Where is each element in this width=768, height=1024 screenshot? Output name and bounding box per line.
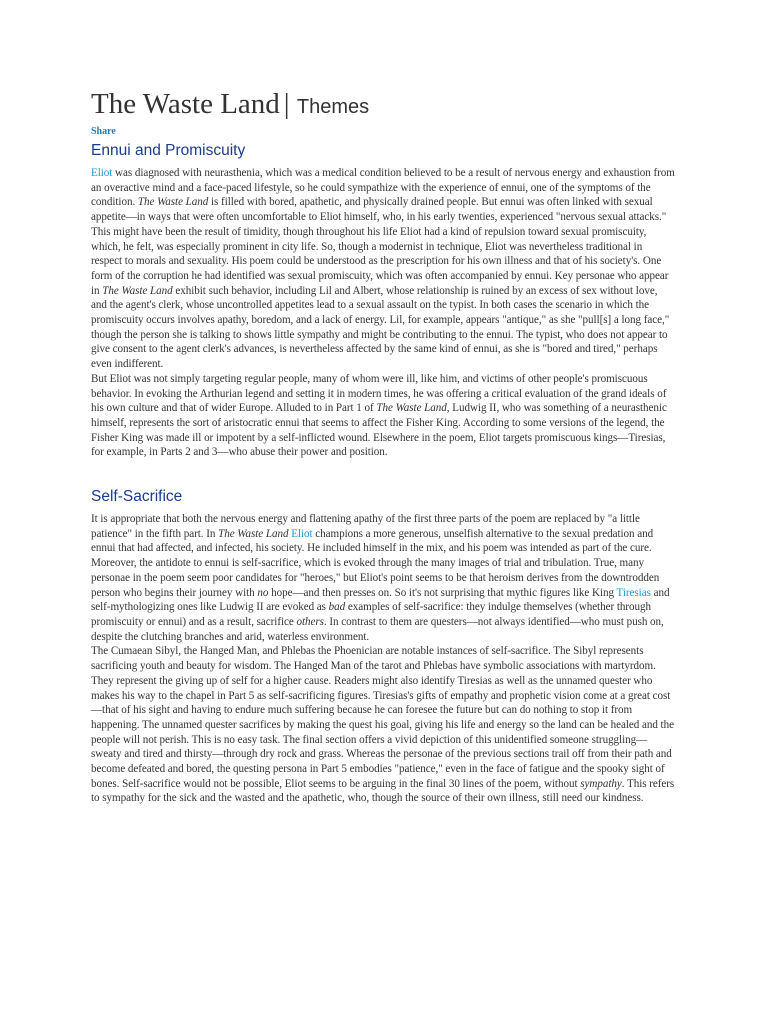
italic-run: The Waste Land xyxy=(218,527,289,540)
eliot-link[interactable]: Eliot xyxy=(91,167,113,179)
text-run: The Cumaean Sibyl, the Hanged Man, and Phlebas the Phoenician are notable instances of self-sacrifice. The Sibyl represents sacrificing youth and beauty for wisdom. The Hanged Man of the tarot and Phlebas have symbolic associations with martyrdom. They represent the giving up of self for a higher cause. Readers might also identify Tiresias as well as the unnamed quester who makes his way to the chapel in Part 5 as self-sacrificing figures. Tiresias's gifts of empathy and prophetic vision come at a great cost—that of his sight and having to endure much suffering because he can foresee the future but can do nothing to stop it from happening. The unnamed quester sacrifices by making the quest his goal, giving his life and energy so the land can be healed and the people will not perish. This is no easy task. The final section offers a vivid depiction of this unidentified someone struggling—sweaty and tired and thirsty—through dry rock and grass. Whereas the personae of the previous sections trail off from their path and become defeated and bored, the questing persona in Part 5 embodies "patience," even in the face of fatigue and the spooky sight of bones. Self-sacrifice would not be possible, Eliot seems to be arguing in the final 30 lines of the poem, without xyxy=(91,645,674,790)
italic-run: bad xyxy=(328,601,346,614)
text-run: . In contrast to them are questers—not always identified—who must push on, despite the clutching branches and arid, waterless environment. xyxy=(91,615,664,643)
section-self-sacrifice xyxy=(91,512,675,806)
text-run: was diagnosed with neurasthenia, which was a medical condition believed to be a result of nervous energy and exhaustion from an overactive mind and a face-paced lifestyle, so he could sympathize with the experience of ennui, one of the symptoms of the condition. xyxy=(91,167,675,209)
title-sub: Themes xyxy=(296,96,370,118)
italic-run: no xyxy=(257,586,269,599)
title-separator: | xyxy=(283,88,297,120)
section-ennui xyxy=(91,166,675,460)
text-run: hope—and then presses on. So it's not surprising that mythic figures like King xyxy=(268,586,617,599)
paragraph xyxy=(91,372,675,460)
share-link[interactable]: Share xyxy=(91,126,116,137)
italic-run: The Waste Land xyxy=(137,196,209,209)
italic-run: The Waste Land xyxy=(102,284,173,297)
text-run: But Eliot was not simply targeting regular people, many of whom were ill, like him, and victims of other people's promiscuous behavior. In evoking the Arthurian legend and setting it in modern times, he was offering a critical evaluation of the grand ideals of his own culture and that of wider Europe. Alluded to in Part 1 of xyxy=(91,372,667,415)
text-run: champions a more generous, unselfish alternative to the sexual predation and ennui that had affected, and infected, his society. He included himself in the mix, and his poem was intended as part of the cure. Moreover, the antidote to ennui is self-sacrifice, which is evoked through the many images of trial and tribulation. True, many personae in the poem seem poor candidates for "heroes," but Eliot's point seems to be that heroism derives from the downtrodden person who begins their journey with xyxy=(91,527,660,599)
text-run: and self-mythologizing ones like Ludwig II are evoked as xyxy=(91,586,670,614)
text-run: It is appropriate that both the nervous energy and flattening apathy of the first three parts of the poem are replaced by "a little patience" in the fifth part. In xyxy=(91,513,640,540)
text-run: exhibit such behavior, including Lil and Albert, whose relationship is ruined by an excess of sex without love, and the agent's clerk, whose uncontrolled appetites lead to a sexual assault on the typist. In both cases the scenario in which the promiscuity occurs involves apathy, boredom, and a lack of energy. Lil, for example, appears "antique," as she "pull[s] a long face," though the person she is talking to shows little sympathy and might be contributing to the ennui. The typist, who does not appear to give consent to the agent clerk's advances, is nevertheless affected by the same kind of ennui, as she is "bored and tired," perhaps even indifferent. xyxy=(91,284,670,371)
page-title xyxy=(91,88,675,125)
text-run: examples of self-sacrifice: they indulge themselves (whether through promiscuity or ennui) and as a result, sacrifice xyxy=(91,601,651,628)
paragraph xyxy=(91,644,675,806)
eliot-link[interactable]: Eliot xyxy=(291,527,313,540)
title-main: The Waste Land xyxy=(91,88,280,120)
tiresias-link[interactable]: Tiresias xyxy=(616,586,651,599)
section-heading-self-sacrifice: Self-Sacrifice xyxy=(91,488,183,506)
text-run: . This refers to sympathy for the sick and the wasted and the apathetic, who, though the source of their own illness, still need our kindness. xyxy=(91,777,675,805)
italic-run: sympathy xyxy=(580,777,622,790)
italic-run: others xyxy=(296,615,324,628)
paragraph xyxy=(91,166,675,372)
italic-run: The Waste Land xyxy=(376,402,447,415)
section-heading-ennui: Ennui and Promiscuity xyxy=(91,142,246,159)
text-run: , Ludwig II, who was something of a neurasthenic himself, represents the sort of aristocratic ennui that seems to affect the Fisher King. According to some versions of the legend, the Fisher King was made ill or impotent by a self-inflicted wound. Elsewhere in the poem, Eliot targets promiscuous kings—Tiresias, for example, in Parts 2 and 3—who abuse their power and position. xyxy=(91,402,667,459)
document-page xyxy=(91,88,675,806)
text-run: is filled with bored, apathetic, and physically drained people. But ennui was often linked with sexual appetite—in ways that were often uncomfortable to Eliot himself, who, in his early twenties, experienced "nervous sexual attacks." This might have been the result of timidity, though throughout his life Eliot had a kind of repulsion toward sexual promiscuity, which, he felt, was especially prominent in city life. So, though a modernist in technique, Eliot was nevertheless traditional in respect to morals and sexuality. His poem could be understood as the prescription for his own illness and that of his society's. One form of the corruption he had identified was sexual promiscuity, which was often accompanied by ennui. Key personae who appear in xyxy=(91,196,669,297)
paragraph xyxy=(91,512,675,644)
